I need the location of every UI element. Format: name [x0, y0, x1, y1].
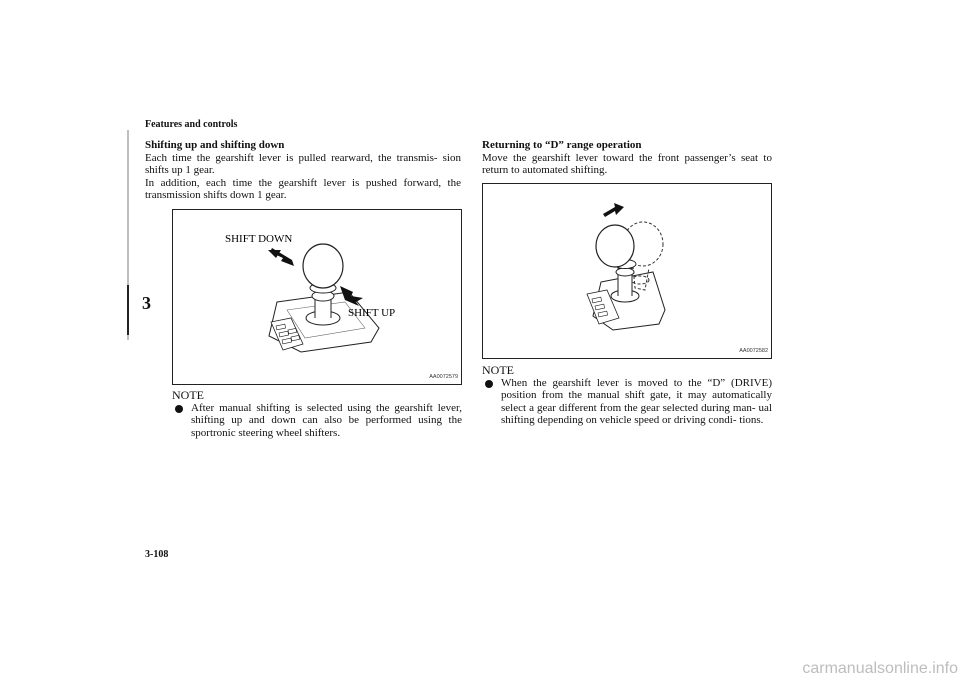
note-title: NOTE — [482, 363, 514, 377]
label-shift-up: SHIFT UP — [348, 307, 396, 319]
label-shift-down: SHIFT DOWN — [225, 233, 293, 245]
gearshift-illustration-right — [483, 184, 771, 358]
chapter-tab — [127, 285, 129, 335]
note-text: When the gearshift lever is moved to the “D” (DRIVE) position from the manual shift gate, it may automatically select a gear different from the gear selected during man- ual shifting depending on vehicle speed or driving condi- tions. — [501, 376, 772, 426]
move-arrow-icon — [603, 203, 624, 217]
right-column — [482, 139, 772, 177]
note-title: NOTE — [172, 388, 204, 402]
right-heading: Returning to “D” range operation — [482, 139, 642, 151]
chapter-number: 3 — [142, 293, 151, 313]
left-column — [145, 139, 461, 202]
bullet-icon — [175, 405, 183, 413]
shift-knob — [303, 244, 343, 288]
left-paragraph-1: Each time the gearshift lever is pulled rearward, the transmis- sion shifts up 1 gear. — [145, 151, 461, 176]
note-bullet — [482, 377, 772, 427]
page-number: 3-108 — [145, 549, 169, 560]
watermark[interactable]: carmanualsonline.info — [802, 660, 958, 677]
left-note — [172, 389, 462, 439]
figure-return-to-d — [482, 183, 772, 359]
left-heading: Shifting up and shifting down — [145, 139, 285, 151]
note-bullet — [172, 402, 462, 440]
section-header: Features and controls — [145, 119, 238, 130]
right-paragraph-1: Move the gearshift lever toward the front passenger’s seat to return to automated shifting. — [482, 151, 772, 176]
gearshift-illustration-left — [173, 210, 461, 384]
left-paragraph-2: In addition, each time the gearshift lever is pushed forward, the transmission shifts down 1 gear. — [145, 176, 461, 201]
note-text: After manual shifting is selected using the gearshift lever, shifting up and down can also be performed using the sportronic steering wheel shifters. — [191, 401, 462, 439]
bullet-icon — [485, 380, 493, 388]
shift-knob — [596, 225, 634, 267]
figure-id: AA0072582 — [739, 348, 768, 354]
right-note — [482, 364, 772, 427]
figure-id: AA0072579 — [429, 374, 458, 380]
figure-shift-up-down — [172, 209, 462, 385]
